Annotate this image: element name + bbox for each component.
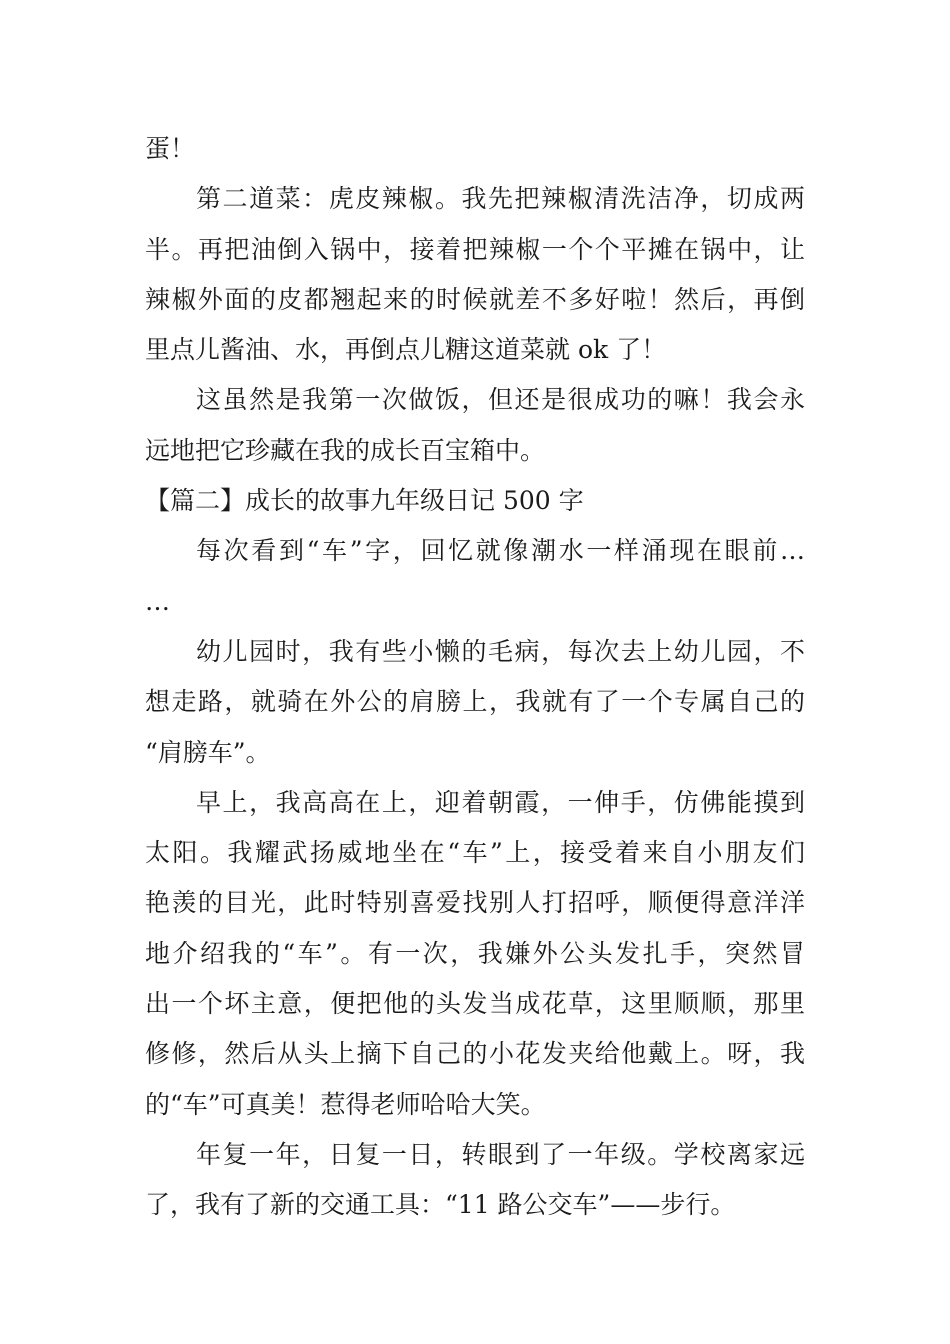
text-line: 幼儿园时，我有些小懒的毛病，每次去上幼儿园，不 [196, 636, 805, 666]
text-line: 地介绍我的“车”。有一次，我嫌外公头发扎手，突然冒 [145, 938, 805, 968]
text-line: 想走路，就骑在外公的肩膀上，我就有了一个专属自己的 [145, 687, 805, 717]
text-line: 早上，我高高在上，迎着朝霞，一伸手，仿佛能摸到 [196, 787, 805, 817]
text-line: 了，我有了新的交通工具：“11 路公交车”——步行。 [145, 1190, 736, 1220]
document-body [145, 124, 805, 1231]
text-line: 这虽然是我第一次做饭，但还是很成功的嘛！我会永 [196, 385, 805, 415]
text-line: 太阳。我耀武扬威地坐在“车”上，接受着来自小朋友们 [145, 838, 805, 868]
text-line: 半。再把油倒入锅中，接着把辣椒一个个平摊在锅中，让 [145, 234, 805, 264]
text-line: 出一个坏主意，便把他的头发当成花草，这里顺顺，那里 [145, 989, 805, 1019]
text-line: “肩膀车”。 [145, 737, 271, 767]
text-line: 蛋！ [145, 134, 196, 163]
text-line: 年复一年，日复一日，转眼到了一年级。学校离家远 [196, 1139, 805, 1169]
text-line: 辣椒外面的皮都翘起来的时候就差不多好啦！然后，再倒 [145, 284, 805, 314]
text-line: 【篇二】成长的故事九年级日记 500 字 [145, 486, 584, 516]
text-line: … [145, 586, 170, 616]
text-line: 远地把它珍藏在我的成长百宝箱中。 [145, 435, 546, 465]
text-line: 的“车”可真美！惹得老师哈哈大笑。 [145, 1089, 546, 1119]
text-line: 第二道菜：虎皮辣椒。我先把辣椒清洗洁净，切成两 [196, 184, 805, 214]
text-line: 修修，然后从头上摘下自己的小花发夹给他戴上。呀，我 [145, 1039, 805, 1069]
text-line: 每次看到“车”字，回忆就像潮水一样涌现在眼前… [196, 536, 805, 566]
text-line: 里点儿酱油、水，再倒点儿糖这道菜就 ok 了！ [145, 335, 667, 365]
text-line: 艳羡的目光，此时特别喜爱找别人打招呼，顺便得意洋洋 [145, 888, 805, 918]
